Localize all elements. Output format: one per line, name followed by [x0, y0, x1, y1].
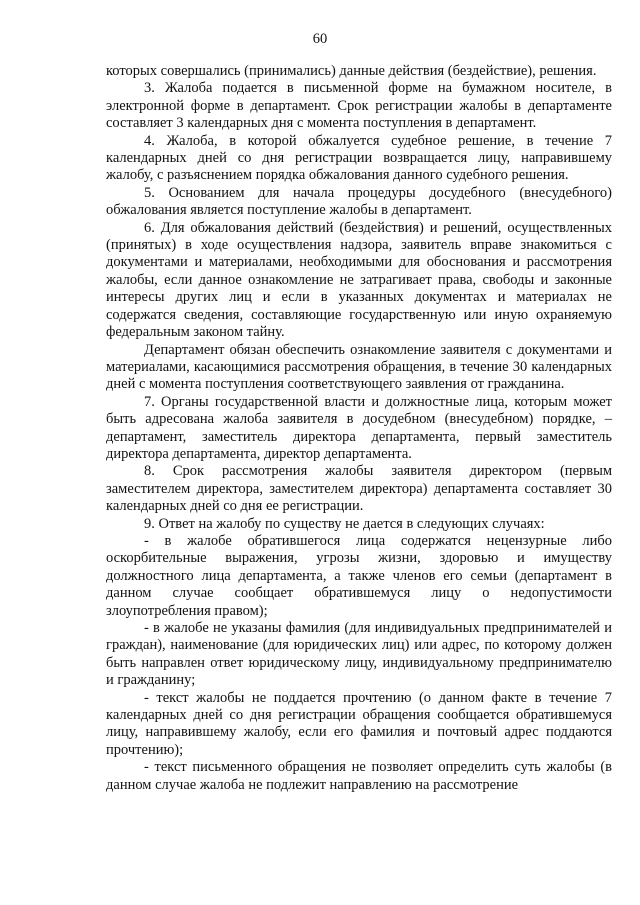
list-item-obscene-language: - в жалобе обратившегося лица содержатся нецензурные либо оскорбительные выражения, угрозы жизни, здоровью и имуществу должностного лица департамента, а также членов его семьи (департамент в данном случае сообщает обратившемуся лицу о недопустимости злоупотребления правом);: [106, 532, 612, 619]
list-item-undetermined-essence: - текст письменного обращения не позволяет определить суть жалобы (в данном случае жалоба не подлежит направлению на рассмотрение: [106, 759, 612, 793]
document-body: [106, 63, 612, 794]
paragraph-item-6: 6. Для обжалования действий (бездействия) и решений, осуществленных (принятых) в ходе осуществления надзора, заявитель вправе знакомиться с документами и материалами, необходимыми для обоснования и рассмотрения жалобы, если данное ознакомление не затрагивает права, свободы и законные интересы других лиц и если в указанных документах и материалах не содержатся сведения, составляющие государственную или иную охраняемую федеральным законом тайну.: [106, 219, 612, 341]
paragraph-item-7: 7. Органы государственной власти и должностные лица, которым может быть адресована жалоба заявителя в досудебном (внесудебном) порядке, – департамент, заместитель директора департамента, первый заместитель директора департамента, директор департамента.: [106, 393, 612, 462]
list-item-unreadable-text: - текст жалобы не поддается прочтению (о данном факте в течение 7 календарных дней со дня регистрации обращения сообщается обратившемуся лицу, направившему жалобу, если его фамилия и почтовый адрес поддаются прочтению);: [106, 689, 612, 758]
paragraph-item-4: 4. Жалоба, в которой обжалуется судебное решение, в течение 7 календарных дней со дня регистрации возвращается лицу, направившему жалобу, с разъяснением порядка обжалования данного судебного решения.: [106, 132, 612, 184]
paragraph-continuation: которых совершались (принимались) данные действия (бездействие), решения.: [106, 63, 597, 79]
paragraph-item-8: 8. Срок рассмотрения жалобы заявителя директором (первым заместителем директора, заместителем директора) департамента составляет 30 календарных дней со дня ее регистрации.: [106, 463, 612, 515]
paragraph-item-9: 9. Ответ на жалобу по существу не дается в следующих случаях:: [144, 515, 545, 532]
list-item-missing-name: - в жалобе не указаны фамилия (для индивидуальных предпринимателей и граждан), наименование (для юридических лиц) или адрес, по которому должен быть направлен ответ юридическому лицу, индивидуальному предпринимателю и гражданину;: [106, 620, 612, 689]
paragraph-department-duty: Департамент обязан обеспечить ознакомление заявителя с документами и материалами, касающимися рассмотрения обращения, в течение 30 календарных дней с момента поступления соответствующего заявления от гражданина.: [106, 341, 612, 393]
paragraph-item-3: 3. Жалоба подается в письменной форме на бумажном носителе, в электронной форме в департамент. Срок регистрации жалобы в департаменте составляет 3 календарных дня с момента поступления в департамент.: [106, 80, 612, 132]
paragraph-item-5: 5. Основанием для начала процедуры досудебного (внесудебного) обжалования является поступление жалобы в департамент.: [106, 184, 612, 219]
page-number: 60: [312, 31, 328, 47]
